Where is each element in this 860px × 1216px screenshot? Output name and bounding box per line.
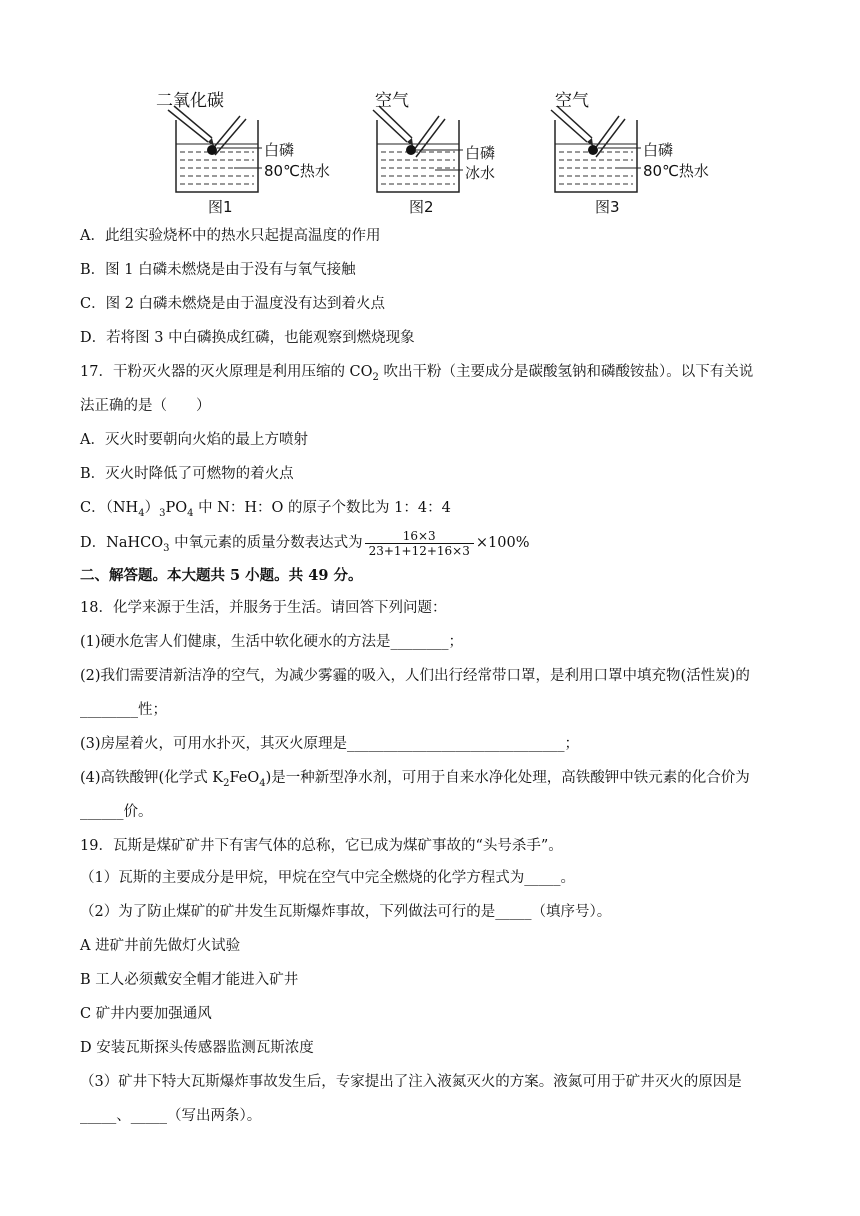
q17-stem-text-2: 吹出干粉（主要成分是碳酸氢钠和磷酸铵盐）。以下有关说 [378, 364, 754, 380]
phosphorus-label-1: 白磷 [264, 141, 295, 159]
q19-option-a: A 进矿井前先做灯火试验 [80, 938, 241, 954]
q16-option-a: A．此组实验烧杯中的热水只起提高温度的作用 [80, 228, 381, 244]
q17-d-sub: 3 [163, 542, 170, 554]
q19-part3-line1: （3）矿井下特大瓦斯爆炸事故发生后，专家提出了注入液氮灭火的方案。液氮可用于矿井灭火的原因是 [80, 1074, 742, 1090]
figure-caption-3: 图3 [595, 198, 620, 216]
phosphorus-label-3: 白磷 [643, 141, 674, 159]
q17-c-post2: 中 N：H：O 的原子个数比为 1：4：4 [193, 500, 451, 516]
section-heading: 二、解答题。本大题共 5 小题。共 49 分。 [80, 567, 363, 584]
q17-option-c [80, 498, 451, 524]
mass-fraction-expression [365, 529, 474, 558]
q17-stem-sub: 2 [372, 371, 379, 383]
q17-c-text: C．（NH [80, 500, 139, 516]
q18-part3: (3)房屋着火，可用水扑灭，其灭火原理是______________________________； [80, 736, 580, 752]
q19-option-d: D 安装瓦斯探头传感器监测瓦斯浓度 [80, 1040, 314, 1056]
q17-d-post: ×100% [475, 535, 530, 551]
q18-part1: (1)硬水危害人们健康，生活中软化硬水的方法是________； [80, 634, 464, 650]
q19-part3-line2: _____、_____（写出两条）。 [80, 1108, 262, 1124]
phosphorus-label-2: 白磷 [465, 144, 496, 162]
q17-c-sub2: 3 [159, 507, 166, 519]
figure-caption-1: 图1 [208, 198, 233, 216]
q17-option-a: A．灭火时要朝向火焰的最上方喷射 [80, 432, 308, 448]
q16-option-d: D．若将图 3 中白磷换成红磷，也能观察到燃烧现象 [80, 330, 415, 346]
q17-d-mid: 中氧元素的质量分数表达式为 [169, 535, 363, 551]
q17-option-b: B．灭火时降低了可燃物的着火点 [80, 466, 294, 482]
water-label-3: 80℃热水 [643, 162, 709, 180]
q18-part4-line2: ______价。 [80, 804, 153, 820]
q16-option-c: C．图 2 白磷未燃烧是由于温度没有达到着火点 [80, 296, 386, 312]
q17-d-text: D．NaHCO [80, 535, 164, 551]
fraction-denominator: 23+1+12+16×3 [368, 543, 470, 558]
q18-stem: 18．化学来源于生活，并服务于生活。请回答下列问题： [80, 600, 447, 616]
fraction-numerator: 16×3 [365, 529, 474, 544]
q19-stem: 19．瓦斯是煤矿矿井下有害气体的总称，它已成为煤矿事故的“头号杀手”。 [80, 838, 563, 854]
q18-p4-sub1: 2 [223, 777, 230, 789]
q17-stem [80, 362, 753, 388]
q16-option-b: B．图 1 白磷未燃烧是由于没有与氧气接触 [80, 262, 356, 278]
q19-option-c: C 矿井内要加强通风 [80, 1006, 212, 1022]
q19-part2: （2）为了防止煤矿的矿井发生瓦斯爆炸事故，下列做法可行的是_____（填序号）。 [80, 904, 612, 920]
q18-part4-line1 [80, 768, 750, 794]
gas-label-2: 空气 [375, 91, 409, 111]
q18-p4-mid: FeO [229, 770, 260, 786]
q18-part2-line2: ________性； [80, 702, 167, 718]
q18-p4-text: (4)高铁酸钾(化学式 K [80, 770, 224, 786]
figure-1 [150, 82, 330, 222]
water-label-1: 80℃热水 [264, 162, 330, 180]
q17-c-sub1: 4 [138, 507, 145, 519]
q18-part2-line1: (2)我们需要清新洁净的空气，为减少雾霾的吸入，人们出行经常带口罩，是利用口罩中填充物(活性炭)的 [80, 668, 750, 684]
q19-option-b: B 工人必须戴安全帽才能进入矿井 [80, 972, 299, 988]
gas-label-3: 空气 [555, 91, 589, 111]
q17-c-sub3: 4 [187, 507, 194, 519]
q19-part1: （1）瓦斯的主要成分是甲烷，甲烷在空气中完全燃烧的化学方程式为_____。 [80, 870, 575, 886]
experiment-figures [150, 82, 710, 222]
water-label-2: 冰水 [465, 164, 496, 182]
q17-option-d [80, 528, 529, 564]
q18-p4-post: )是一种新型净水剂，可用于自来水净化处理，高铁酸钾中铁元素的化合价为 [265, 770, 750, 786]
q17-stem-line2: 法正确的是（ ） [80, 398, 211, 414]
gas-label-1: 二氧化碳 [156, 91, 224, 111]
figure-caption-2: 图2 [409, 198, 434, 216]
q18-p4-sub2: 4 [259, 777, 266, 789]
figure-2 [355, 82, 535, 222]
q17-c-post1: PO [165, 500, 188, 516]
q17-stem-text: 17．干粉灭火器的灭火原理是利用压缩的 CO [80, 364, 373, 380]
q17-c-mid: ） [144, 500, 160, 516]
figure-3 [535, 82, 715, 222]
